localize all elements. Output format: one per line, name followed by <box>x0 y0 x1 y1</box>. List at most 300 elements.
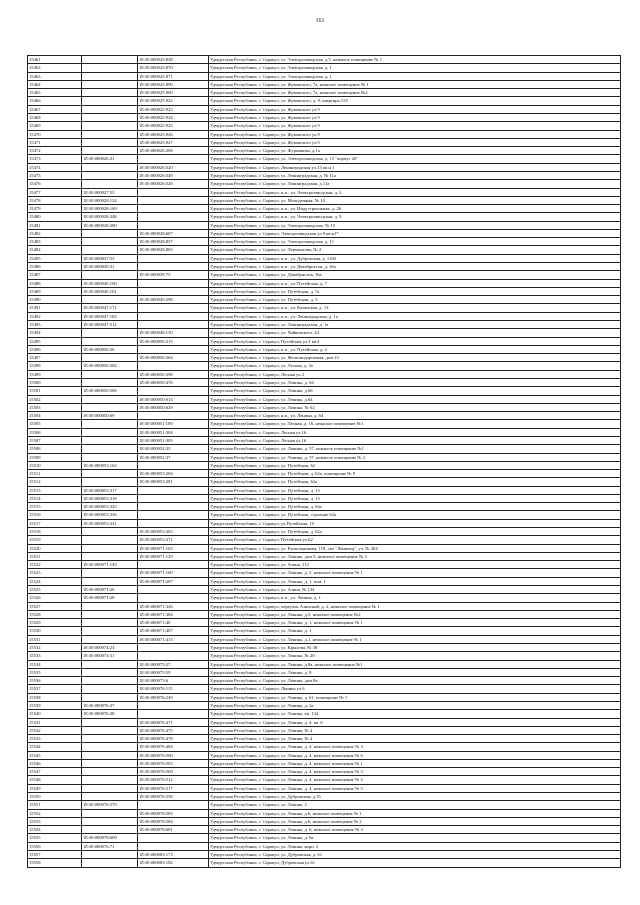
row-number-cell: 15496 <box>28 345 82 353</box>
building-cadastral-number-cell: 18:30:000083:182 <box>138 859 209 867</box>
address-cell: Удмуртская Республика, г. Сарапул, ул. Ленинградская, д. 1а <box>209 321 621 329</box>
building-cadastral-number-cell <box>138 362 209 370</box>
land-cadastral-number-cell <box>82 428 138 436</box>
table-row <box>28 519 621 527</box>
table-row <box>28 271 621 279</box>
row-number-cell: 15484 <box>28 246 82 254</box>
table-row <box>28 221 621 229</box>
table-row <box>28 528 621 536</box>
land-cadastral-number-cell <box>82 238 138 246</box>
land-cadastral-number-cell: 18:30:000028:380 <box>82 221 138 229</box>
row-number-cell: 15510 <box>28 461 82 469</box>
building-cadastral-number-cell <box>138 801 209 809</box>
address-cell: Удмуртская Республика, г. Сарапул, ул. Электрозаводская, д. 1 <box>209 72 621 80</box>
land-cadastral-number-cell <box>82 809 138 817</box>
table-row <box>28 370 621 378</box>
building-cadastral-number-cell: 18:30:000025:924 <box>138 113 209 121</box>
building-cadastral-number-cell <box>138 511 209 519</box>
building-cadastral-number-cell: 18:30:000048:150 <box>138 329 209 337</box>
building-cadastral-number-cell <box>138 312 209 320</box>
table-row <box>28 403 621 411</box>
building-cadastral-number-cell: 18:30:000028:857 <box>138 238 209 246</box>
row-number-cell: 15489 <box>28 287 82 295</box>
land-cadastral-number-cell <box>82 685 138 693</box>
address-cell: Удмуртская Республика, г. Сарапул, Лесная ул.3 <box>209 370 621 378</box>
table-row <box>28 304 621 312</box>
table-row <box>28 254 621 262</box>
table-row <box>28 329 621 337</box>
land-cadastral-number-cell: 18:30:000076:37 <box>82 701 138 709</box>
table-row <box>28 751 621 759</box>
table-row <box>28 635 621 643</box>
table-row <box>28 122 621 130</box>
building-cadastral-number-cell: 18:30:000071:40 <box>138 619 209 627</box>
row-number-cell: 15512 <box>28 478 82 486</box>
land-cadastral-number-cell <box>82 577 138 585</box>
table-row <box>28 97 621 105</box>
building-cadastral-number-cell <box>138 652 209 660</box>
land-cadastral-number-cell <box>82 776 138 784</box>
building-cadastral-number-cell: 18:30:000050:476 <box>138 378 209 386</box>
address-cell: Удмуртская Республика, г. Сарапул, н.п., ул. Путейская, д. 7 <box>209 279 621 287</box>
address-cell: Удмуртская Республика, г. Сарапул, ул. Ленина, д. 57, нежилое помещение № 2 <box>209 453 621 461</box>
building-cadastral-number-cell: 18:30:000028:865 <box>138 246 209 254</box>
address-cell: Удмуртская Республика, г. Сарапул, ул. Раскольникова, 118, снт "Ленинец", уч. № 404 <box>209 544 621 552</box>
address-cell: Удмуртская Республика, г. Сарапул, ул. Ленина, № 4 <box>209 726 621 734</box>
table-row <box>28 56 621 64</box>
land-cadastral-number-cell: 18:30:000071:28 <box>82 594 138 602</box>
table-row <box>28 171 621 179</box>
building-cadastral-number-cell: 18:30:000071:103 <box>138 544 209 552</box>
row-number-cell: 15481 <box>28 221 82 229</box>
row-number-cell: 15553 <box>28 817 82 825</box>
address-cell: Удмуртская Республика, г. Сарапул, ул. Путейская, 62а <box>209 478 621 486</box>
address-cell: Удмуртская Республика, г. Сарапул, ул. Ленина, д.5, нежилое помещение №2 <box>209 610 621 618</box>
row-number-cell: 15519 <box>28 536 82 544</box>
address-cell: Удмуртская Республика, г. Сарапул, ул. Жуковского, 7а, нежилое помещение № 1 <box>209 80 621 88</box>
land-cadastral-number-cell <box>82 826 138 834</box>
table-row <box>28 718 621 726</box>
row-number-cell: 15558 <box>28 859 82 867</box>
land-cadastral-number-cell <box>82 718 138 726</box>
row-number-cell: 15535 <box>28 668 82 676</box>
row-number-cell: 15464 <box>28 80 82 88</box>
land-cadastral-number-cell <box>82 147 138 155</box>
address-cell: Удмуртская Республика, г. Сарапул, ул. Путейская, д. 13 <box>209 486 621 494</box>
address-cell: Удмуртская Республика, г. Сарапул, н.п., ул. Электрозаводская, д. 9 <box>209 213 621 221</box>
address-cell: Удмуртская Республика, г. Сарапул, ул. Жуковского, 7а, нежилое помещение №2 <box>209 89 621 97</box>
table-row <box>28 312 621 320</box>
building-cadastral-number-cell <box>138 494 209 502</box>
table-row <box>28 809 621 817</box>
table-row <box>28 163 621 171</box>
table-row <box>28 229 621 237</box>
address-cell: Удмуртская Республика, г. Сарапул, ул. Дубровская, д.55 <box>209 793 621 801</box>
row-number-cell: 15555 <box>28 834 82 842</box>
table-row <box>28 726 621 734</box>
building-cadastral-number-cell: 18:30:000050:613 <box>138 395 209 403</box>
row-number-cell: 15518 <box>28 528 82 536</box>
table-row <box>28 759 621 767</box>
table-row <box>28 188 621 196</box>
table-row <box>28 478 621 486</box>
land-cadastral-number-cell: 18:30:000071:145 <box>82 561 138 569</box>
building-cadastral-number-cell: 18:30:000076:475 <box>138 726 209 734</box>
address-cell: Удмуртская Республика, г. Сарапул, ул. Ленина, д. 64 <box>209 378 621 386</box>
land-cadastral-number-cell: 18:30:000053:325 <box>82 503 138 511</box>
address-cell: Удмуртская Республика, г. Сарапул, ул. Азина, № 134 <box>209 586 621 594</box>
building-cadastral-number-cell: 18:30:000075:59 <box>138 668 209 676</box>
table-row <box>28 561 621 569</box>
building-cadastral-number-cell: 18:30:000025:900 <box>138 89 209 97</box>
cadastral-register-table <box>27 55 621 868</box>
address-cell: Удмуртская Республика, г. Сарапул, ул. Ленина, д. 4, нежилое помещение № 4 <box>209 743 621 751</box>
row-number-cell: 15480 <box>28 213 82 221</box>
building-cadastral-number-cell: 18:30:000052:35 <box>138 445 209 453</box>
address-cell: Удмуртская Республика, г. Сарапул, ул.Путейская, 1б <box>209 519 621 527</box>
row-number-cell: 15490 <box>28 296 82 304</box>
land-cadastral-number-cell <box>82 130 138 138</box>
table-row <box>28 287 621 295</box>
row-number-cell: 15477 <box>28 188 82 196</box>
table-row <box>28 279 621 287</box>
land-cadastral-number-cell <box>82 536 138 544</box>
land-cadastral-number-cell: 18:30:000053:331 <box>82 519 138 527</box>
table-row <box>28 594 621 602</box>
land-cadastral-number-cell: 18:30:000028:124 <box>82 196 138 204</box>
address-cell: Удмуртская Республика, г. Сарапул, н.п., ул. Ленина, д. 64 <box>209 412 621 420</box>
row-number-cell: 15502 <box>28 395 82 403</box>
table-row <box>28 552 621 560</box>
building-cadastral-number-cell <box>138 486 209 494</box>
table-row <box>28 321 621 329</box>
table-row <box>28 842 621 850</box>
building-cadastral-number-cell: 18:30:000076:558 <box>138 793 209 801</box>
table-row <box>28 826 621 834</box>
building-cadastral-number-cell: 18:30:000028:607 <box>138 229 209 237</box>
building-cadastral-number-cell <box>138 213 209 221</box>
building-cadastral-number-cell: 18:30:000051:189 <box>138 420 209 428</box>
table-row <box>28 569 621 577</box>
land-cadastral-number-cell: 18:30:000053:318 <box>82 494 138 502</box>
land-cadastral-number-cell <box>82 635 138 643</box>
row-number-cell: 15463 <box>28 72 82 80</box>
land-cadastral-number-cell: 18:30:000076:71 <box>82 842 138 850</box>
address-cell: Удмуртская Республика, г. Сарапул, ул. Жуковского, д. 9, квартира 153 <box>209 97 621 105</box>
land-cadastral-number-cell <box>82 751 138 759</box>
building-cadastral-number-cell <box>138 834 209 842</box>
land-cadastral-number-cell <box>82 64 138 72</box>
table-row <box>28 577 621 585</box>
building-cadastral-number-cell <box>138 254 209 262</box>
row-number-cell: 15472 <box>28 147 82 155</box>
building-cadastral-number-cell: 18:30:000071:413 <box>138 635 209 643</box>
address-cell: Удмуртская Республика, г. Сарапул, ул. Ленина, корп. 2 <box>209 842 621 850</box>
building-cadastral-number-cell: 18:30:000050:364 <box>138 354 209 362</box>
building-cadastral-number-cell: 18:30:000051:304 <box>138 428 209 436</box>
row-number-cell: 15524 <box>28 577 82 585</box>
address-cell: Удмуртская Республика, г. Сарапул, ул. Ленина, д. 4, нежилое помещение № 5 <box>209 784 621 792</box>
row-number-cell: 15530 <box>28 627 82 635</box>
land-cadastral-number-cell <box>82 602 138 610</box>
row-number-cell: 15521 <box>28 552 82 560</box>
land-cadastral-number-cell: 18:30:000074:31 <box>82 652 138 660</box>
building-cadastral-number-cell <box>138 643 209 651</box>
address-cell: Удмуртская Республика, г. Сарапул, ул. Ленина, кв. 134 <box>209 710 621 718</box>
address-cell: Удмуртская Республика, г. Сарапул, ул. Жуковского ул.9 <box>209 138 621 146</box>
register-body <box>28 56 621 868</box>
building-cadastral-number-cell: 18:30:000053:365 <box>138 528 209 536</box>
table-row <box>28 693 621 701</box>
table-row <box>28 354 621 362</box>
address-cell: Удмуртская Республика, г. Сарапул, н.п., ул. Ленина, д. 1 <box>209 594 621 602</box>
table-row <box>28 677 621 685</box>
row-number-cell: 15532 <box>28 643 82 651</box>
land-cadastral-number-cell <box>82 445 138 453</box>
row-number-cell: 15511 <box>28 470 82 478</box>
row-number-cell: 15473 <box>28 155 82 163</box>
land-cadastral-number-cell <box>82 229 138 237</box>
address-cell: Удмуртская Республика, г. Сарапул, ул. Путейская, д. 64а <box>209 503 621 511</box>
land-cadastral-number-cell <box>82 163 138 171</box>
address-cell: Удмуртская Республика, г. Сарапул, ул. Электрозаводская, д. 1 <box>209 64 621 72</box>
row-number-cell: 15538 <box>28 693 82 701</box>
land-cadastral-number-cell: 18:30:000050:382 <box>82 362 138 370</box>
row-number-cell: 15515 <box>28 503 82 511</box>
building-cadastral-number-cell <box>138 304 209 312</box>
land-cadastral-number-cell <box>82 552 138 560</box>
address-cell: Удмуртская Республика, г. Сарапул, ул. Ленина, № 62 <box>209 403 621 411</box>
row-number-cell: 15493 <box>28 321 82 329</box>
row-number-cell: 15487 <box>28 271 82 279</box>
row-number-cell: 15540 <box>28 710 82 718</box>
land-cadastral-number-cell: 18:30:000047:183 <box>82 312 138 320</box>
building-cadastral-number-cell <box>138 321 209 329</box>
table-row <box>28 784 621 792</box>
building-cadastral-number-cell: 18:30:000076:584 <box>138 817 209 825</box>
building-cadastral-number-cell <box>138 279 209 287</box>
building-cadastral-number-cell: 18:30:000025:923 <box>138 105 209 113</box>
address-cell: Удмуртская Республика, г. Сарапул, ул. Ленина, д.64 <box>209 395 621 403</box>
address-cell: Удмуртская Республика, г. Сарапул, ул. Фурманова, д.1а <box>209 147 621 155</box>
row-number-cell: 15537 <box>28 685 82 693</box>
address-cell: Удмуртская Республика, г. Сарапул, ул. Ленина, д. 4, нежилое помещение № 6 <box>209 751 621 759</box>
building-cadastral-number-cell: 18:30:000025:838 <box>138 56 209 64</box>
address-cell: Удмуртская Республика, г. Сарапул, ул. Ленина, д. 8 <box>209 668 621 676</box>
row-number-cell: 15478 <box>28 196 82 204</box>
building-cadastral-number-cell: 18:30:000076:115 <box>138 685 209 693</box>
row-number-cell: 15541 <box>28 718 82 726</box>
row-number-cell: 15507 <box>28 436 82 444</box>
address-cell: Удмуртская Республика, г. Сарапул, н.п., ул. Индустриальная, д. 26 <box>209 205 621 213</box>
building-cadastral-number-cell <box>138 387 209 395</box>
building-cadastral-number-cell: 18:30:000071:326 <box>138 602 209 610</box>
table-row <box>28 610 621 618</box>
land-cadastral-number-cell <box>82 80 138 88</box>
row-number-cell: 15505 <box>28 420 82 428</box>
address-cell: Удмуртская Республика, г. Сарапул, н.п., ул. Дубровская, д. 110б <box>209 254 621 262</box>
row-number-cell: 15469 <box>28 122 82 130</box>
row-number-cell: 15539 <box>28 701 82 709</box>
address-cell: Удмуртская Республика, г. Сарапул, ул. Ленина, № 20 <box>209 652 621 660</box>
address-cell: Удмуртская Республика, г. Сарапул, ул. Ленина, д. 1 <box>209 627 621 635</box>
address-cell: Удмуртская Республика, г. Сарапул, ул. Ленина, д. 2а <box>209 701 621 709</box>
land-cadastral-number-cell: 18:30:000076:579 <box>82 801 138 809</box>
land-cadastral-number-cell <box>82 668 138 676</box>
address-cell: Удмуртская Республика, г. Сарапул, ул. Ленина, д.6, нежилое помещение № 2 <box>209 817 621 825</box>
building-cadastral-number-cell: 18:30:000025:922 <box>138 97 209 105</box>
land-cadastral-number-cell <box>82 395 138 403</box>
building-cadastral-number-cell: 18:30:000040:298 <box>138 296 209 304</box>
row-number-cell: 15491 <box>28 304 82 312</box>
land-cadastral-number-cell <box>82 354 138 362</box>
table-row <box>28 155 621 163</box>
land-cadastral-number-cell <box>82 296 138 304</box>
building-cadastral-number-cell: 18:30:000076:601 <box>138 826 209 834</box>
address-cell: Удмуртская Республика, г. Сарапул, ул. Путейская, строение 62а <box>209 511 621 519</box>
table-row <box>28 660 621 668</box>
table-row <box>28 602 621 610</box>
row-number-cell: 15517 <box>28 519 82 527</box>
address-cell: Удмуртская Республика, г. Сарапул, ул. Ленинградская, д.11а <box>209 180 621 188</box>
table-row <box>28 453 621 461</box>
row-number-cell: 15556 <box>28 842 82 850</box>
row-number-cell: 15462 <box>28 64 82 72</box>
address-cell: Удмуртская Республика, г. Сарапул, ул. Железнодорожная, дом 23 <box>209 354 621 362</box>
land-cadastral-number-cell: 18:30:000050:69 <box>82 412 138 420</box>
land-cadastral-number-cell: 18:30:000071:26 <box>82 586 138 594</box>
row-number-cell: 15542 <box>28 726 82 734</box>
address-cell: Удмуртская Республика, г. Сарапул, ул. Ленина, д.66 <box>209 387 621 395</box>
table-row <box>28 511 621 519</box>
row-number-cell: 15498 <box>28 362 82 370</box>
address-cell: Удмуртская Республика, г. Сарапул, ул. Ленина, д. 4, нежилое помещение № 3 <box>209 768 621 776</box>
address-cell: Удмуртская Республика, г. Сарапул, ул. Путейская, д. 3 <box>209 296 621 304</box>
land-cadastral-number-cell <box>82 403 138 411</box>
address-cell: Удмуртская Республика, г. Сарапул, Лесная ул.16 <box>209 436 621 444</box>
row-number-cell: 15468 <box>28 113 82 121</box>
land-cadastral-number-cell <box>82 793 138 801</box>
building-cadastral-number-cell <box>138 503 209 511</box>
row-number-cell: 15523 <box>28 569 82 577</box>
row-number-cell: 15482 <box>28 229 82 237</box>
land-cadastral-number-cell: 18:30:000040:101 <box>82 287 138 295</box>
land-cadastral-number-cell <box>82 619 138 627</box>
land-cadastral-number-cell: 18:30:000028:169 <box>82 205 138 213</box>
table-row <box>28 643 621 651</box>
row-number-cell: 15554 <box>28 826 82 834</box>
row-number-cell: 15494 <box>28 329 82 337</box>
table-row <box>28 395 621 403</box>
address-cell: Удмуртская Республика, г. Сарапул, ул. Путейская, д. 7а <box>209 287 621 295</box>
building-cadastral-number-cell <box>138 263 209 271</box>
land-cadastral-number-cell <box>82 569 138 577</box>
building-cadastral-number-cell <box>138 412 209 420</box>
address-cell: Удмуртская Республика, г. Сарапул, Лесная ул.16 <box>209 428 621 436</box>
land-cadastral-number-cell <box>82 627 138 635</box>
row-number-cell: 15516 <box>28 511 82 519</box>
land-cadastral-number-cell: 18:30:000040:100 <box>82 279 138 287</box>
land-cadastral-number-cell: 18:30:000053:326 <box>82 511 138 519</box>
address-cell: Удмуртская Республика, г. Сарапул, ул. Ленина, дом 5, нежилое помещение № 3 <box>209 552 621 560</box>
table-row <box>28 80 621 88</box>
building-cadastral-number-cell <box>138 221 209 229</box>
address-cell: Удмуртская Республика, г. Сарапул, ул. Ленина, дом 8а <box>209 677 621 685</box>
row-number-cell: 15547 <box>28 768 82 776</box>
building-cadastral-number-cell <box>138 188 209 196</box>
row-number-cell: 15533 <box>28 652 82 660</box>
address-cell: Удмуртская Республика, г. Сарапул, ул. Ленина, д.6, нежилое помещение № 1 <box>209 809 621 817</box>
row-number-cell: 15551 <box>28 801 82 809</box>
table-row <box>28 105 621 113</box>
address-cell: Удмуртская Республика, г. Сарапул, ул. Электрозаводская, д. 15 "корпус 26" <box>209 155 621 163</box>
address-cell: Удмуртская Республика, г. Сарапул, ул. Путейская, д. 13 <box>209 494 621 502</box>
building-cadastral-number-cell: 18:30:000076:509 <box>138 768 209 776</box>
table-row <box>28 420 621 428</box>
land-cadastral-number-cell: 18:30:000039:31 <box>82 263 138 271</box>
row-number-cell: 15495 <box>28 337 82 345</box>
building-cadastral-number-cell <box>138 594 209 602</box>
address-cell: Удмуртская Республика, г. Сарапул, ул. Лесная, д. 3а <box>209 362 621 370</box>
address-cell: Удмуртская Республика, г. Сарапул, н.п., ул. Ленинградская, д. 1а <box>209 312 621 320</box>
row-number-cell: 15503 <box>28 403 82 411</box>
table-row <box>28 743 621 751</box>
row-number-cell: 15545 <box>28 751 82 759</box>
table-row <box>28 138 621 146</box>
table-row <box>28 412 621 420</box>
address-cell: Удмуртская Республика, г. Сарапул, ул. Декабристов, 16а <box>209 271 621 279</box>
building-cadastral-number-cell: 18:30:000025:926 <box>138 130 209 138</box>
land-cadastral-number-cell <box>82 72 138 80</box>
address-cell: Удмуртская Республика, г. Сарапул, Ленинградская ул.13 кв.н 1 <box>209 163 621 171</box>
row-number-cell: 15520 <box>28 544 82 552</box>
table-row <box>28 345 621 353</box>
land-cadastral-number-cell: 18:30:000076:609 <box>82 834 138 842</box>
row-number-cell: 15476 <box>28 180 82 188</box>
table-row <box>28 445 621 453</box>
table-row <box>28 586 621 594</box>
row-number-cell: 15528 <box>28 610 82 618</box>
building-cadastral-number-cell <box>138 842 209 850</box>
row-number-cell: 15475 <box>28 171 82 179</box>
land-cadastral-number-cell <box>82 378 138 386</box>
building-cadastral-number-cell: 18:30:000053:281 <box>138 478 209 486</box>
table-row <box>28 130 621 138</box>
building-cadastral-number-cell: 18:30:000076:512 <box>138 776 209 784</box>
land-cadastral-number-cell: 18:30:000028:348 <box>82 213 138 221</box>
row-number-cell: 15471 <box>28 138 82 146</box>
building-cadastral-number-cell: 18:30:000053:371 <box>138 536 209 544</box>
land-cadastral-number-cell: 18:30:000050:506 <box>82 387 138 395</box>
land-cadastral-number-cell <box>82 693 138 701</box>
building-cadastral-number-cell: 18:30:000050:629 <box>138 403 209 411</box>
land-cadastral-number-cell <box>82 113 138 121</box>
land-cadastral-number-cell <box>82 246 138 254</box>
land-cadastral-number-cell <box>82 743 138 751</box>
land-cadastral-number-cell <box>82 89 138 97</box>
building-cadastral-number-cell: 18:30:000026:208 <box>138 147 209 155</box>
table-row <box>28 378 621 386</box>
land-cadastral-number-cell <box>82 544 138 552</box>
address-cell: Удмуртская Республика, г. Сарапул, ул. Лесная, д. 16, нежилое помещение №1 <box>209 420 621 428</box>
row-number-cell: 15546 <box>28 759 82 767</box>
row-number-cell: 15527 <box>28 602 82 610</box>
table-row <box>28 147 621 155</box>
row-number-cell: 15531 <box>28 635 82 643</box>
address-cell: Удмуртская Республика, г. Сарапул, ул. Путейская, д. 62а <box>209 528 621 536</box>
address-cell: Удмуртская Республика, г. Сарапул, ул. Ленина, д. 4, нежилое помещение № 1 <box>209 759 621 767</box>
table-row <box>28 89 621 97</box>
